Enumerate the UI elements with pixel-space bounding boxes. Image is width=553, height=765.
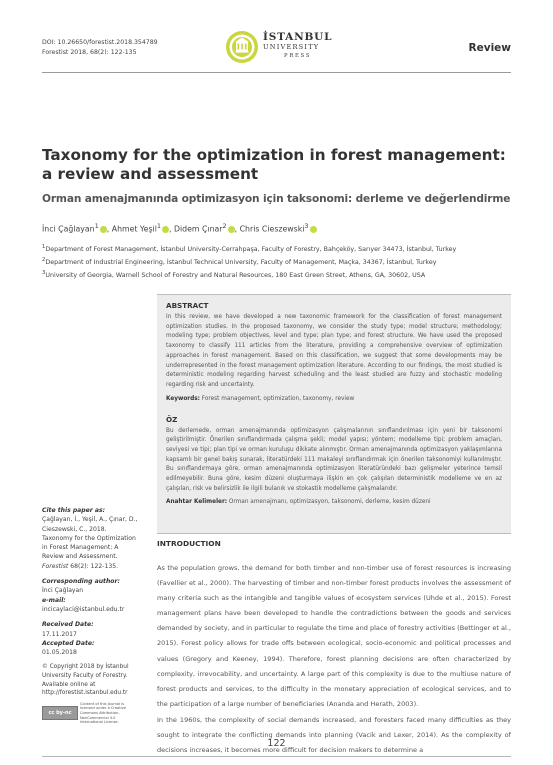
publisher-logo bbox=[225, 30, 337, 66]
logo-line-3: PRESS bbox=[284, 53, 312, 59]
keywords-label: Keywords: bbox=[166, 395, 200, 402]
license-block bbox=[42, 702, 138, 725]
abstract-box bbox=[157, 294, 511, 534]
orcid-icon[interactable] bbox=[228, 226, 235, 233]
affiliation-list bbox=[42, 242, 456, 281]
cite-journal: Forestist bbox=[42, 562, 69, 570]
orcid-icon[interactable] bbox=[310, 226, 317, 233]
page-number: 122 bbox=[267, 738, 286, 749]
accepted-label: Accepted Date: bbox=[42, 639, 95, 647]
cite-ref: 68(2): 122-135. bbox=[70, 562, 119, 570]
affiliation-text: Department of Industrial Engineering, İstanbul Technical University, Faculty of Management, Maçka, 34367, İstanbul, Turkey bbox=[45, 259, 437, 267]
orcid-icon[interactable] bbox=[162, 226, 169, 233]
keywords-value: Forest management, optimization, taxonomy, review bbox=[201, 395, 355, 402]
received-label: Received Date: bbox=[42, 621, 94, 629]
accepted-date: 01.05.2018 bbox=[42, 649, 77, 657]
logo-line-2: UNIVERSITY bbox=[263, 43, 320, 51]
journal-reference: Forestist 2018, 68(2): 122-135 bbox=[42, 48, 137, 56]
author-name: İnci Çağlayan bbox=[42, 224, 95, 234]
logo-line-1: İSTANBUL bbox=[263, 31, 333, 43]
article-sidebar bbox=[42, 506, 138, 725]
oz-text: Bu derlemede, orman amenajmanında optimizasyon çalışmalarının sınıflandırılması için yeni bir taksonomi geliştirilmiştir. Önerilen sınıflandırmada çalışma şekli; model yapısı; yöntem; modelleme tipi; problem amaçları, seviyesi ve tipi; plan tipi ve orman kuruluşu dikkate alınmıştır. Orman amenajmanında optimizasyon yaklaşımlarına kapsamlı bir genel bakış sunarak, literatürdeki 111 makaleyi sınıflandırmak için önerilen taksonomiyi kullanılmıştır. Bu sınıflandırmaya göre, orman amenajmanında optimizasyon literatüründeki bazı gelişmeler yeterince temsil edilmeyebilir. Buna göre, kesim düzeni oluşturmaya ilişkin en çok çalışılan deterministik modelleme ve en az çalışılan, risk ve belirsizlik ile ilgili bulanık ve stokastik modelleme çalışmalarıdır. bbox=[166, 427, 502, 492]
author-sup: 3 bbox=[304, 222, 309, 230]
header-divider bbox=[42, 72, 511, 73]
affiliation-sup: 1 bbox=[42, 244, 46, 250]
author-separator: , bbox=[234, 224, 240, 234]
author-separator: , bbox=[169, 224, 174, 234]
article-type: Review bbox=[468, 42, 511, 54]
university-seal-icon bbox=[225, 30, 259, 64]
article-subtitle-turkish: Orman amenajmanında optimizasyon için taksonomi: derleme ve değerlendirme bbox=[42, 193, 511, 205]
abstract-text: In this review, we have developed a new taxonomic framework for the classification of forest management optimization studies. In the proposed taxonomy, we consider the study type; model structure; methodology; modeling type; problem objectives, level and type; plan type; and forest structure. We have used the proposed taxonomy to classify 111 articles from the literature, providing a comprehensive overview of optimization approaches in forest management. Based on this classification, we suggest that some developments may be underrepresented in the forest management optimization literature. According to our findings, the most studied is deterministic modeling regarding harvest scheduling and the least studied are fuzzy and stochastic modeling regarding risk and uncertainty. bbox=[166, 314, 502, 388]
email-label: e-mail: bbox=[42, 596, 66, 604]
orcid-icon[interactable] bbox=[100, 226, 107, 233]
anahtar-kelimeler-value: Orman amenajmanı, optimizasyon, taksonomi, derleme, kesim düzeni bbox=[228, 498, 431, 505]
author-sup: 1 bbox=[94, 222, 99, 230]
intro-paragraph-1: As the population grows, the demand for both timber and non-timber use of forest resources is increasing (Favellier et al., 2000). The harvesting of timber and non-timber forest products involves the assessment of many criteria such as the intangible and tangible values of ecosystem services (Uhde et al., 2015). Forest management plans have been developed to handle the contradictions between the goods and services demanded by society, and in particular to regulate the time and place of forestry activities (Bettinger et al., 2015). Forest policy allows for trade offs between ecological, socio-economic and political processes and values (Gregory and Keeney, 1994). Therefore, forest planning decisions are often characterized by complexity, irrevocability, and uncertainty. A large part of this complexity is due to the multiuse nature of forest products and services, to the difficulty in the monetary appreciation of ecological services, and to the participation of a large number of beneficiaries (Ananda and Herath, 2003). bbox=[157, 564, 511, 708]
article-title: Taxonomy for the optimization in forest management: a review and assessment bbox=[42, 146, 506, 183]
oz-heading: ÖZ bbox=[166, 414, 178, 424]
license-text: Content of this journal is licensed under a Creative Commons Attribution-NonCommercial 4.0 International License. bbox=[79, 701, 126, 725]
cc-license-icon[interactable]: cc by-nc bbox=[42, 706, 78, 720]
author-list bbox=[42, 222, 317, 234]
author-separator: , bbox=[106, 224, 112, 234]
abstract-heading: ABSTRACT bbox=[166, 301, 209, 310]
anahtar-kelimeler-label: Anahtar Kelimeler: bbox=[166, 498, 228, 505]
journal-metadata bbox=[42, 38, 158, 57]
footer-divider bbox=[42, 756, 511, 757]
abstract-keywords bbox=[166, 396, 502, 402]
affiliation-sup: 2 bbox=[42, 257, 46, 264]
intro-paragraph-2: In the 1960s, the complexity of social demands increased, and foresters faced many difficulties as they sought to integrate the conflicting demands into planning (Vacik and Lexer, 2014). As the complexity of decisions increases, it becomes more difficult for decision makers to determine a bbox=[157, 716, 511, 755]
email-link[interactable]: incicaylaci@istanbul.edu.tr bbox=[42, 605, 125, 613]
author-sup: 1 bbox=[156, 222, 161, 230]
author-name: Ahmet Yeşil bbox=[111, 224, 157, 234]
affiliation-text: University of Georgia, Warnell School of Forestry and Natural Resources, 180 East Green Street, Athens, GA, 30602, USA bbox=[45, 272, 426, 280]
introduction-heading: INTRODUCTION bbox=[157, 539, 221, 548]
author-name: Didem Çınar bbox=[173, 224, 223, 234]
affiliation-item bbox=[42, 242, 456, 255]
corresponding-heading: Corresponding author: bbox=[42, 578, 120, 586]
copyright-text: © Copyright 2018 by İstanbul University Faculty of Forestry. Available online at http://forestist.istanbul.edu.tr bbox=[42, 664, 129, 697]
author-sup: 2 bbox=[222, 222, 227, 230]
affiliation-text: Department of Forest Management, İstanbul University-Cerrahpaşa, Faculty of Forestry, Bahçeköy, Sarıyer 34473, İstanbul, Turkey bbox=[45, 246, 457, 254]
cite-heading: Cite this paper as: bbox=[42, 507, 106, 514]
oz-keywords bbox=[166, 499, 502, 505]
received-date: 17.11.2017 bbox=[42, 630, 77, 638]
corresponding-name: İnci Çağlayan bbox=[42, 587, 84, 595]
author-name: Chris Cieszewski bbox=[239, 224, 305, 234]
doi-text: DOI: 10.26650/forestist.2018.354789 bbox=[42, 39, 158, 46]
affiliation-item bbox=[42, 268, 456, 281]
cite-text bbox=[42, 515, 138, 571]
affiliation-sup: 3 bbox=[42, 270, 46, 277]
affiliation-item bbox=[42, 255, 456, 268]
cite-body: Çağlayan, İ., Yeşil, A., Çınar, D., Cieszewski, C., 2018. Taxonomy for the Optimization in Forest Management: A Review and Assessment. bbox=[42, 516, 138, 561]
